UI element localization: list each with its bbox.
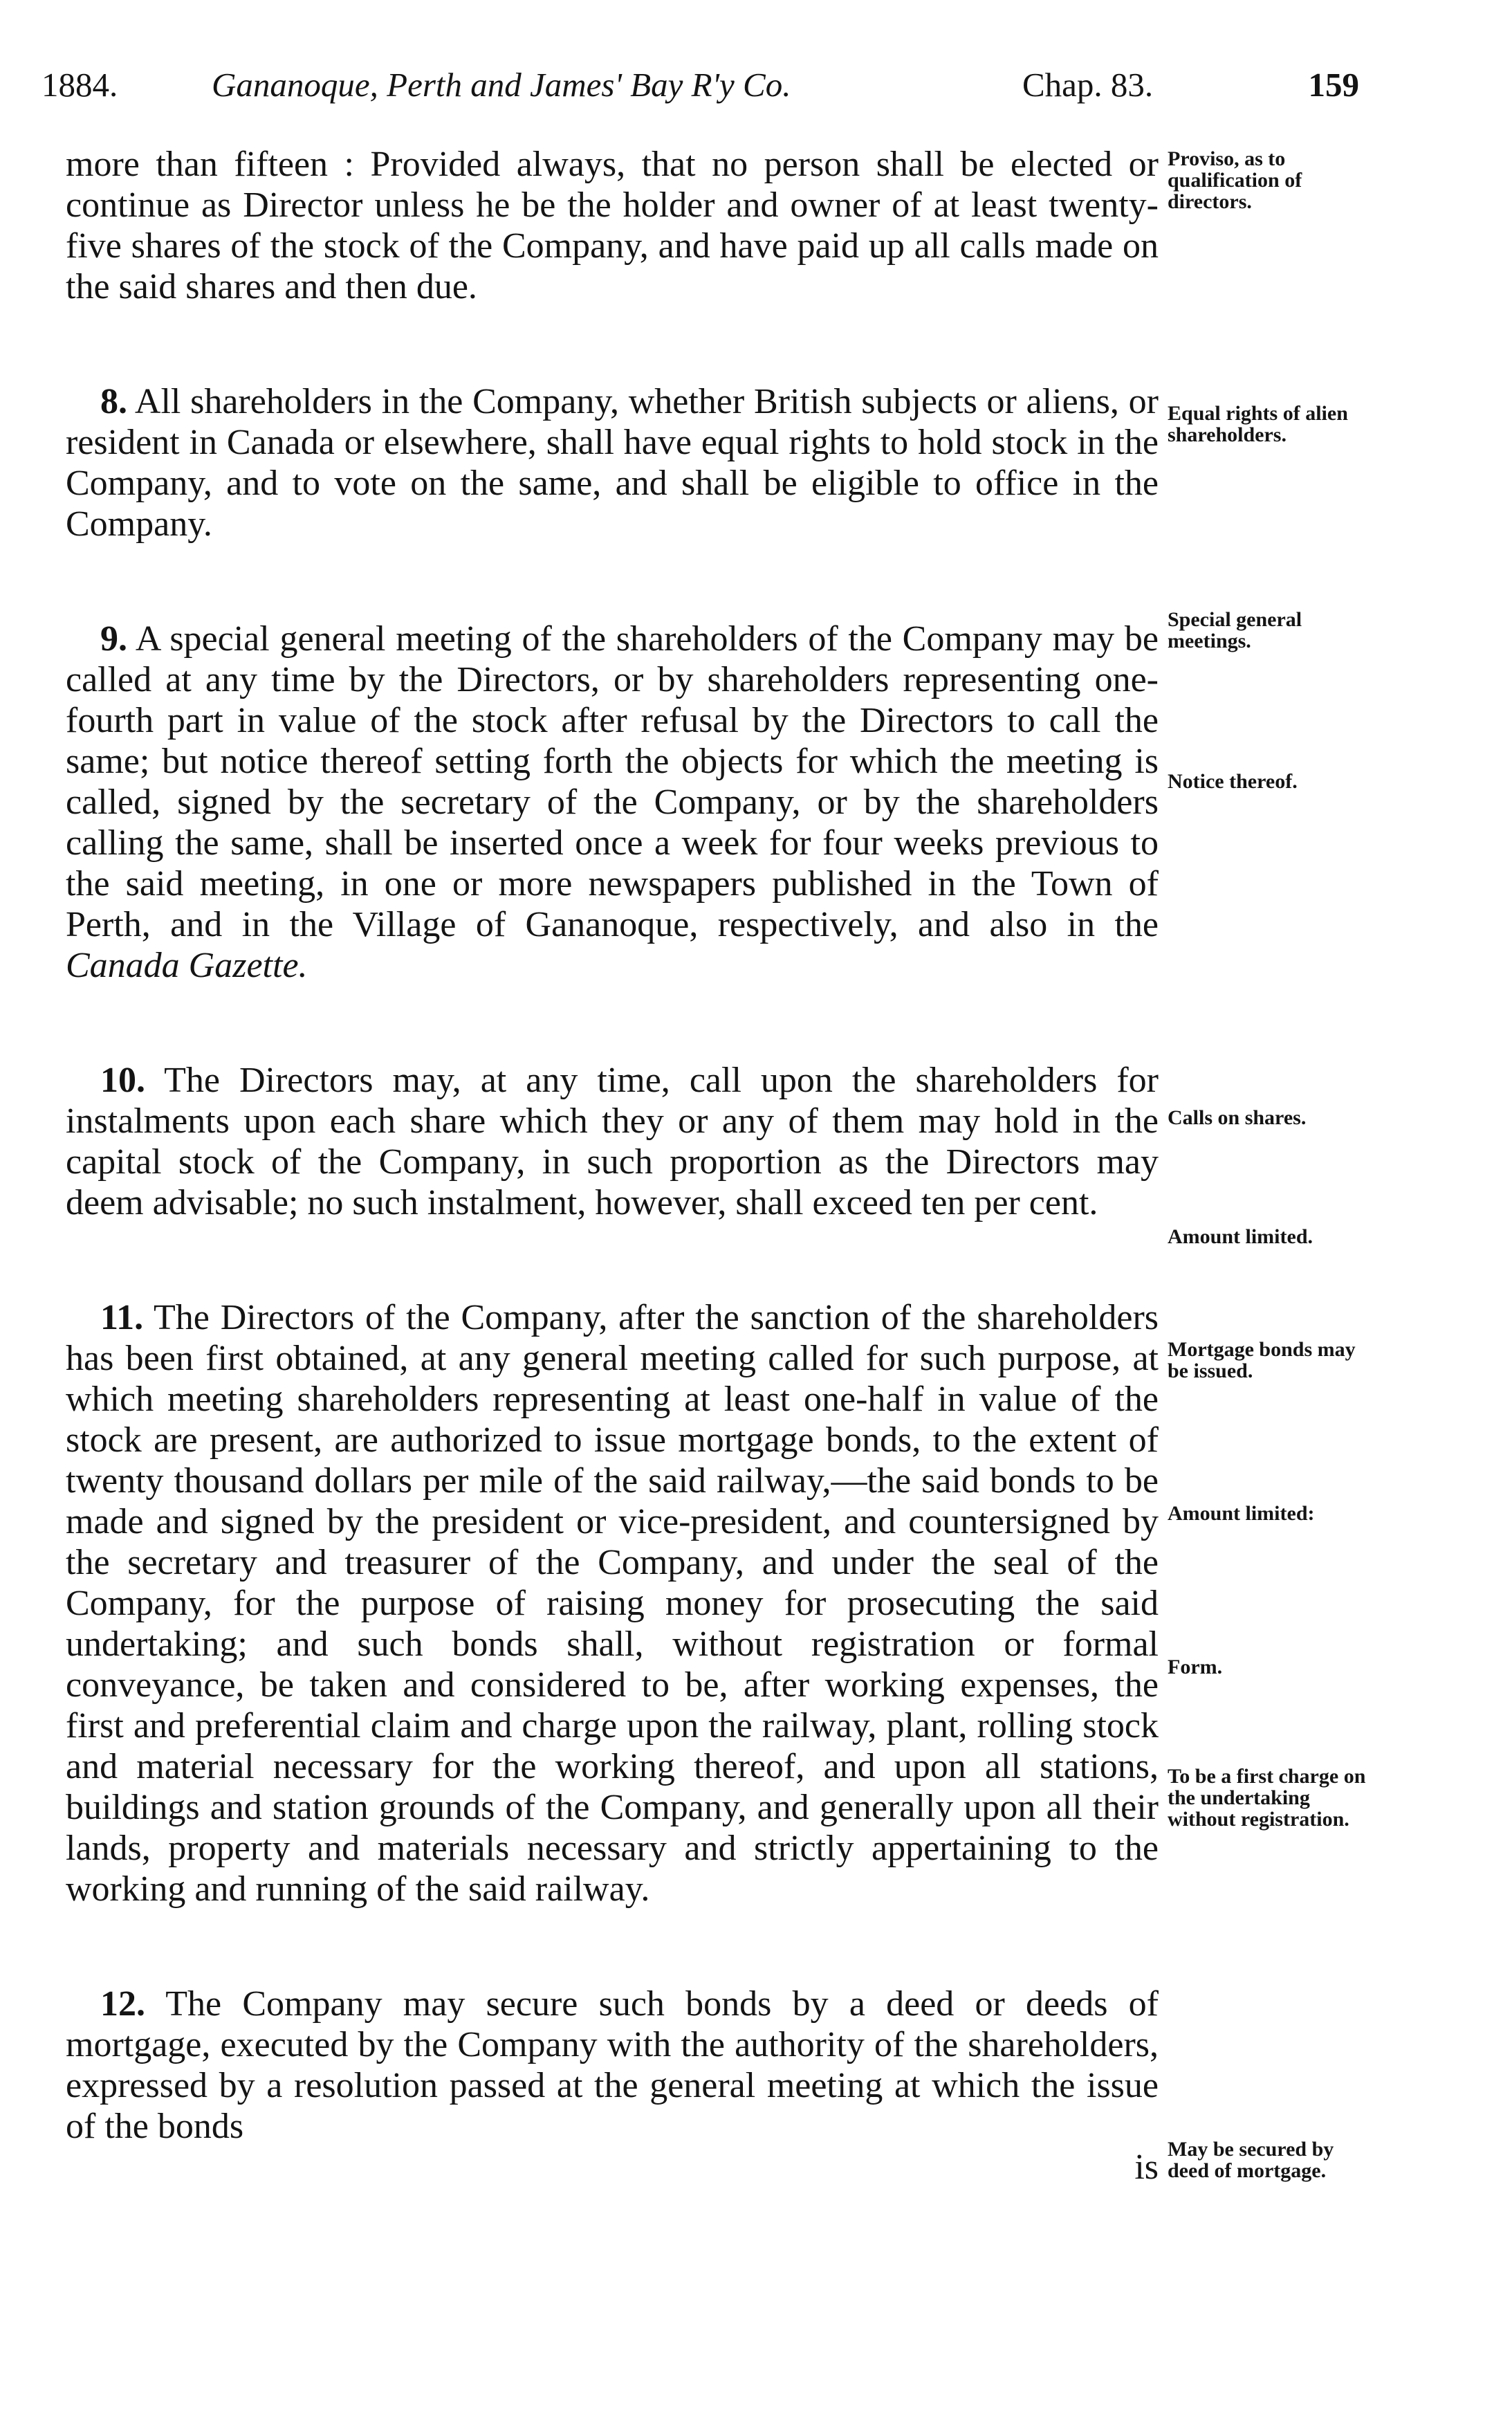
section-text: All shareholders in the Company, whether British subjects or aliens, or resident in Canada or elsewhere, shall have equal rights to hold stock in the Company, and to vote on the same, and shall be eligible to office in the Company. [66,382,1159,544]
marginal-note: Calls on shares. [1168,1106,1307,1129]
section-text: The Company may secure such bonds by a deed or deeds of mortgage, executed by the Company with the authority of the shareholders, expressed by a resolution passed at the general meeting at which the issue of the bonds [66,1984,1159,2146]
section-number: 9. [100,619,127,659]
marginal-note: Equal rights of alien shareholders. [1168,402,1348,446]
main-text [66,144,1159,2188]
running-header [42,65,1359,113]
catchword: is [1134,2147,1159,2187]
marginal-note: Special general meetings. [1168,608,1302,652]
section-number: 11. [100,1298,144,1337]
section-8 [66,381,1159,544]
continuation-paragraph: more than fifteen : Provided always, that no person shall be elected or continue as Director unless he be the holder and owner of at least twenty-five shares of the stock of the Company, and have paid up all calls made on the said shares and then due. [66,145,1159,306]
section-number: 12. [100,1984,145,2024]
section-12 [66,1984,1159,2147]
header-year: 1884. [42,66,118,104]
marginal-note: Notice thereof. [1168,770,1298,793]
page-number: 159 [1308,66,1359,104]
marginal-note: Proviso, as to qualification of directors. [1168,147,1302,213]
section-text: The Directors of the Company, after the sanction of the shareholders has been first obtained, at any general meeting called for such purpose, at which meeting shareholders representing at least one-half in value of the stock are present, are authorized to issue mortgage bonds, to the extent of twenty thousand dollars per mile of the said railway,—the said bonds to be made and signed by the president or vice-president, and countersigned by the secretary and treasurer of the Company, and under the seal of the Company, for the purpose of raising money for prosecuting the said undertaking; and such bonds shall, without registration or formal conveyance, be taken and considered to be, after working expenses, the first and preferential claim and charge upon the railway, plant, rolling stock and material necessary for the working thereof, and upon all stations, buildings and station grounds of the Company, and generally upon all their lands, property and materials necessary and strictly appertaining to the working and running of the said railway. [66,1298,1159,1909]
section-number: 8. [100,382,127,421]
marginal-note: Mortgage bonds may be issued. [1168,1338,1356,1382]
header-title: Gananoque, Perth and James' Bay R'y Co. [212,66,791,104]
marginal-note: To be a first charge on the undertaking without registration. [1168,1765,1366,1831]
section-text: The Directors may, at any time, call upon the shareholders for instalments upon each share which they or any of them may hold in the capital stock of the Company, in such proportion as the Directors may deem advisable; no such instalment, however, shall exceed ten per cent. [66,1061,1159,1222]
section-10 [66,1060,1159,1223]
italic-reference: Canada Gazette. [66,946,308,985]
section-number: 10. [100,1061,145,1100]
marginal-note: May be secured by deed of mortgage. [1168,2138,1334,2182]
marginal-note: Amount limited: [1168,1502,1315,1525]
section-text: A special general meeting of the shareholders of the Company may be called at any time by the Directors, or by shareholders representing one-fourth part in value of the stock after refusal by the Directors to call the same; but notice thereof setting forth the objects for which the meeting is called, signed by the secretary of the Company, or by the shareholders calling the same, shall be inserted once a week for four weeks previous to the said meeting, in one or more newspapers published in the Town of Perth, and in the Village of Gananoque, respectively, and also in the [66,619,1159,944]
header-chapter: Chap. 83. [1022,66,1154,104]
section-11 [66,1297,1159,1909]
section-9 [66,619,1159,986]
marginal-note: Amount limited. [1168,1225,1313,1248]
marginal-note: Form. [1168,1656,1223,1678]
